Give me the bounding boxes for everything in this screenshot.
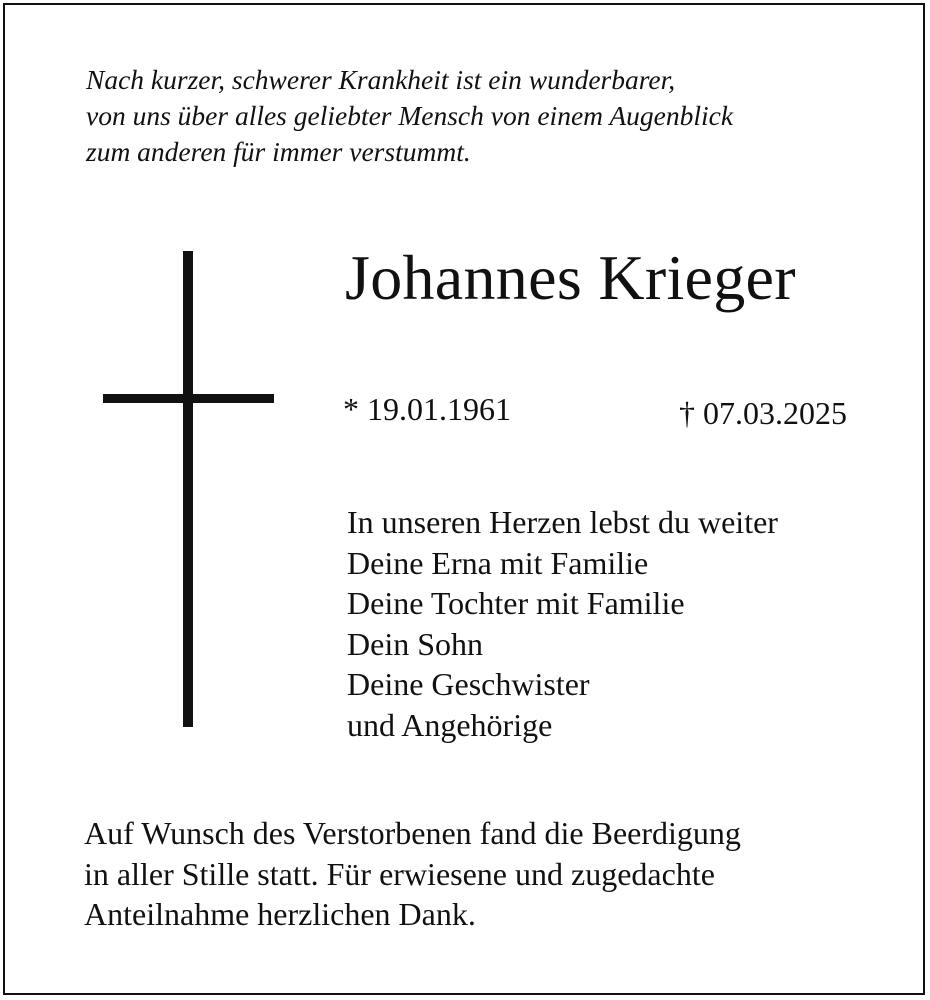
deceased-name: Johannes Krieger (345, 242, 796, 313)
intro-text (86, 62, 866, 170)
cross-vertical-bar (183, 251, 193, 727)
mourner-line: und Angehörige (347, 706, 553, 743)
mourner-line: In unseren Herzen lebst du weiter (347, 504, 778, 540)
closing-line: Anteilnahme herzlichen Dank. (84, 896, 476, 932)
mourner-line: Deine Erna mit Familie (347, 544, 649, 581)
intro-line: zum anderen für immer verstummt. (86, 136, 471, 167)
closing-line: Auf Wunsch des Verstorbenen fand die Beerdigung (84, 815, 741, 851)
mourner-line: Dein Sohn (347, 625, 483, 662)
mourners-list (347, 502, 778, 745)
death-date: † 07.03.2025 (679, 395, 847, 431)
intro-line: Nach kurzer, schwerer Krankheit ist ein wunderbarer, (86, 64, 676, 95)
closing-text (84, 813, 741, 935)
mourner-line: Deine Geschwister (347, 666, 590, 702)
cross-horizontal-bar (103, 394, 274, 403)
birth-date: * 19.01.1961 (343, 391, 511, 427)
intro-line: von uns über alles geliebter Mensch von einem Augenblick (86, 100, 734, 131)
mourner-line: Deine Tochter mit Familie (347, 585, 685, 621)
closing-line: in aller Stille statt. Für erwiesene und zugedachte (84, 855, 715, 892)
